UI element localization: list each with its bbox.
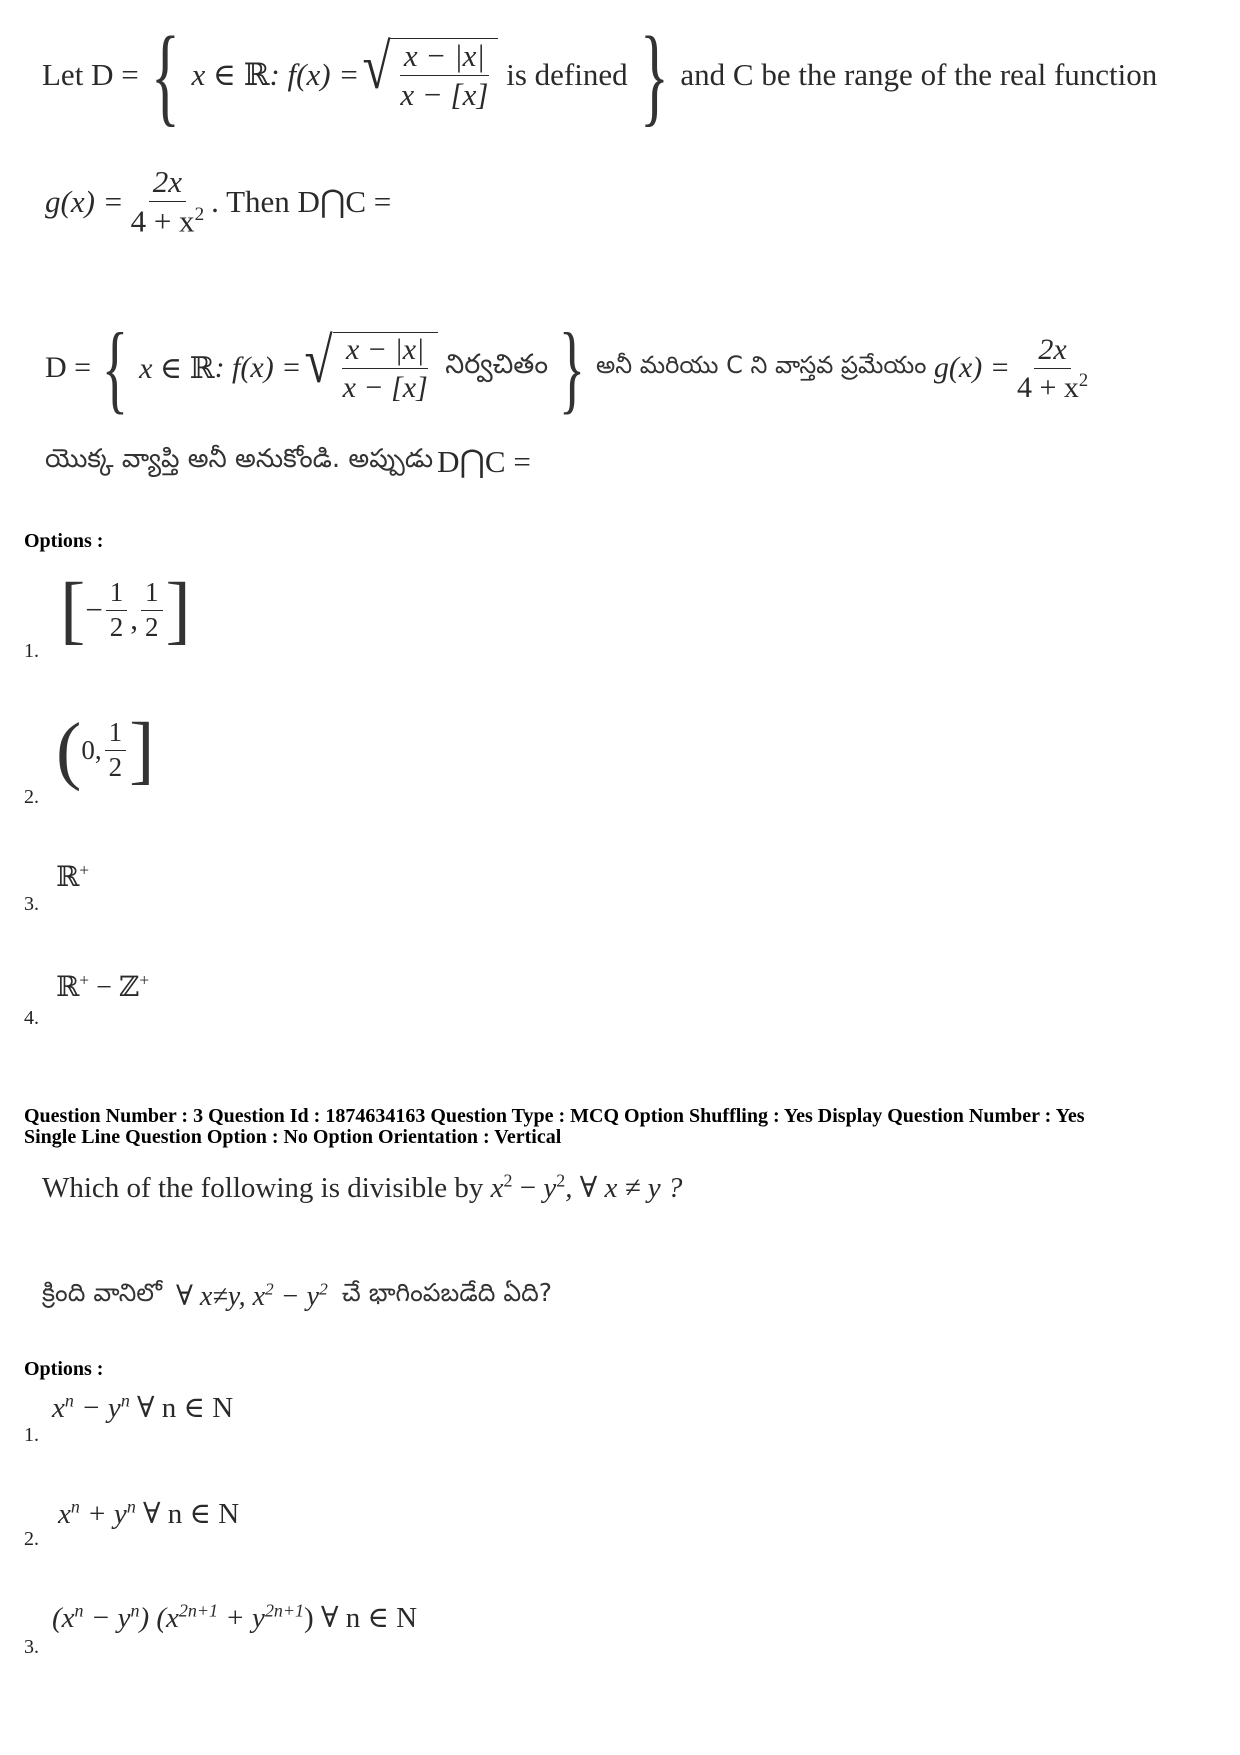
te-d-intersect-c: D⋂C =: [437, 444, 531, 479]
x-in: x ∈: [191, 57, 236, 92]
q3-en-pre: Which of the following is divisible by: [42, 1172, 491, 1204]
q3-opt1-x: x: [52, 1392, 65, 1424]
q3-opt3-xe: n: [74, 1600, 84, 1621]
q2-opt3-plus: +: [79, 860, 90, 880]
q2-opt1-left-bracket: [: [60, 568, 86, 652]
q2-option-4[interactable]: [56, 970, 149, 1004]
q3-option-1[interactable]: [52, 1390, 233, 1425]
q3-opt3-ye: n: [130, 1600, 140, 1621]
te-reals-symbol: ℝ: [189, 351, 215, 385]
te-square-root: √ $\frac{x - |x|}{x - [x]}$: [301, 332, 437, 404]
q3-opt2-tail: ∀ n ∈ N: [135, 1498, 240, 1530]
q2-opt2-left-paren: (: [56, 708, 82, 792]
q2-opt1-b-num: 1: [141, 578, 163, 611]
q2-option-2[interactable]: [56, 705, 154, 795]
te-f-of-x: : f(x) =: [214, 351, 302, 384]
q3-options-label: Options :: [24, 1358, 104, 1380]
root-denominator: x − [x]: [400, 77, 489, 112]
q2-telugu-line2: [45, 440, 531, 484]
range-phrase: and C be the range of the real function: [680, 57, 1158, 92]
q3-opt2-y: + y: [79, 1498, 127, 1530]
te-right-brace: }: [558, 312, 586, 423]
q3-en-e2: 2: [556, 1170, 566, 1191]
f-of-x: : f(x) =: [269, 57, 360, 92]
q3-opt2-xe: n: [70, 1496, 80, 1517]
q2-english-line2: [45, 162, 391, 242]
te-g-denominator-exponent: 2: [1078, 369, 1089, 391]
root-numerator: x − |x|: [400, 39, 489, 76]
then-phrase: . Then D⋂C =: [211, 184, 392, 219]
q3-en-minus: −: [512, 1172, 544, 1204]
q3-option-3-number: 3.: [24, 1636, 39, 1658]
q3-opt3-mid: ) (x: [139, 1602, 179, 1634]
te-root-denominator: x − [x]: [342, 371, 428, 404]
q2-opt3-reals: ℝ: [56, 862, 80, 893]
g-numerator: 2x: [149, 165, 186, 202]
q3-opt1-xe: n: [64, 1390, 74, 1411]
q2-opt4-reals: ℝ: [56, 972, 80, 1003]
q2-opt1-comma: ,: [130, 601, 139, 636]
q3-meta: [24, 1106, 1224, 1148]
q2-option-3-number: 3.: [24, 893, 39, 915]
reals-symbol: ℝ: [243, 57, 270, 92]
te-left-brace: {: [101, 312, 129, 423]
radical-sign: √: [362, 30, 391, 102]
q2-opt1-a-num: 1: [106, 578, 128, 611]
g-of-x: g(x) =: [45, 184, 124, 219]
q2-options-label: Options :: [24, 530, 104, 552]
q3-opt1-tail: ∀ n ∈ N: [129, 1392, 234, 1424]
q3-te-mid: − y: [273, 1281, 320, 1312]
q2-opt1-minus: −: [85, 592, 103, 627]
te-d-equals: D =: [45, 351, 92, 384]
q2-opt2-b-den: 2: [108, 751, 123, 782]
q2-opt4-plus2: +: [139, 970, 150, 990]
q3-en-x: x: [490, 1172, 504, 1204]
q3-opt2-ye: n: [126, 1496, 136, 1517]
q2-opt4-plus: +: [79, 970, 90, 990]
d-equals: D =: [91, 57, 139, 92]
q2-opt2-b-num: 1: [105, 718, 127, 751]
q3-opt3-y: − y: [83, 1602, 131, 1634]
q3-telugu: [42, 1278, 552, 1314]
te-root-numerator: x − |x|: [342, 333, 428, 369]
q2-english-line1: [42, 14, 1158, 136]
te-defined-word: నిర్వచితం: [445, 349, 549, 380]
q3-opt1-y: − y: [73, 1392, 121, 1424]
q2-opt4-minus-integers: − ℤ: [89, 972, 140, 1003]
q3-option-2[interactable]: [58, 1496, 239, 1531]
q3-en-post: , ∀ x ≠ y ?: [565, 1172, 683, 1204]
q3-opt3-tail: ) ∀ n ∈ N: [304, 1602, 418, 1634]
right-brace: }: [639, 14, 669, 136]
q3-en-e1: 2: [503, 1170, 513, 1191]
q2-telugu-line1: [45, 312, 1095, 423]
q3-opt3-ye2: 2n+1: [264, 1600, 305, 1621]
te-line2-text: యొక్క వ్యాప్తి అనీ అనుకోండి. అప్పుడు: [45, 444, 434, 474]
q3-te-e1: 2: [265, 1279, 274, 1299]
te-g-denominator: 4 + x: [1016, 370, 1079, 404]
q2-option-1[interactable]: [60, 565, 191, 655]
q3-opt1-ye: n: [120, 1390, 130, 1411]
q3-te-post: చే భాగింపబడేది ఏది?: [341, 1278, 553, 1307]
g-denominator-exponent: 2: [194, 204, 205, 226]
q3-en-y: y: [543, 1172, 557, 1204]
q2-option-2-number: 2.: [24, 786, 39, 808]
q3-opt2-x: x: [58, 1498, 71, 1530]
q2-option-4-number: 4.: [24, 1007, 39, 1029]
q2-option-1-number: 1.: [24, 640, 39, 662]
q3-te-pre: క్రింది వానిలో: [42, 1278, 163, 1307]
te-x-in: x ∈: [139, 351, 183, 385]
q3-te-e2: 2: [319, 1279, 328, 1299]
q3-te-math: ∀ x≠y, x: [176, 1281, 266, 1312]
q3-opt3-y2: + y: [217, 1602, 265, 1634]
q3-opt3-x: (x: [52, 1602, 75, 1634]
q2-opt1-b-den: 2: [145, 611, 159, 642]
q2-opt2-zero: 0,: [81, 734, 102, 765]
te-middle-phrase: అనీ మరియు C ని వాస్తవ ప్రమేయం: [596, 351, 927, 379]
q2-opt2-right-bracket: ]: [129, 708, 155, 792]
te-g-of-x: g(x) =: [933, 351, 1010, 384]
q3-meta-line2: Single Line Question Option : No Option Orientation : Vertical: [24, 1126, 562, 1148]
q3-option-1-number: 1.: [24, 1424, 39, 1446]
te-g-numerator: 2x: [1034, 333, 1070, 369]
is-defined: is defined: [506, 57, 628, 92]
q3-english: [42, 1170, 682, 1205]
q2-opt1-right-bracket: ]: [165, 568, 191, 652]
q3-option-3[interactable]: [52, 1600, 417, 1635]
q3-meta-line1: Question Number : 3 Question Id : 1874634163 Question Type : MCQ Option Shuffling : Yes Display Question Number : Yes: [24, 1105, 1085, 1127]
q3-option-2-number: 2.: [24, 1528, 39, 1550]
g-denominator: 4 + x: [130, 203, 195, 239]
square-root: [359, 30, 498, 112]
q3-opt3-xe2: 2n+1: [178, 1600, 218, 1621]
q2-option-3[interactable]: [56, 860, 89, 894]
let-word: Let: [42, 57, 84, 92]
left-brace: {: [150, 14, 180, 136]
q2-opt1-a-den: 2: [109, 611, 124, 642]
